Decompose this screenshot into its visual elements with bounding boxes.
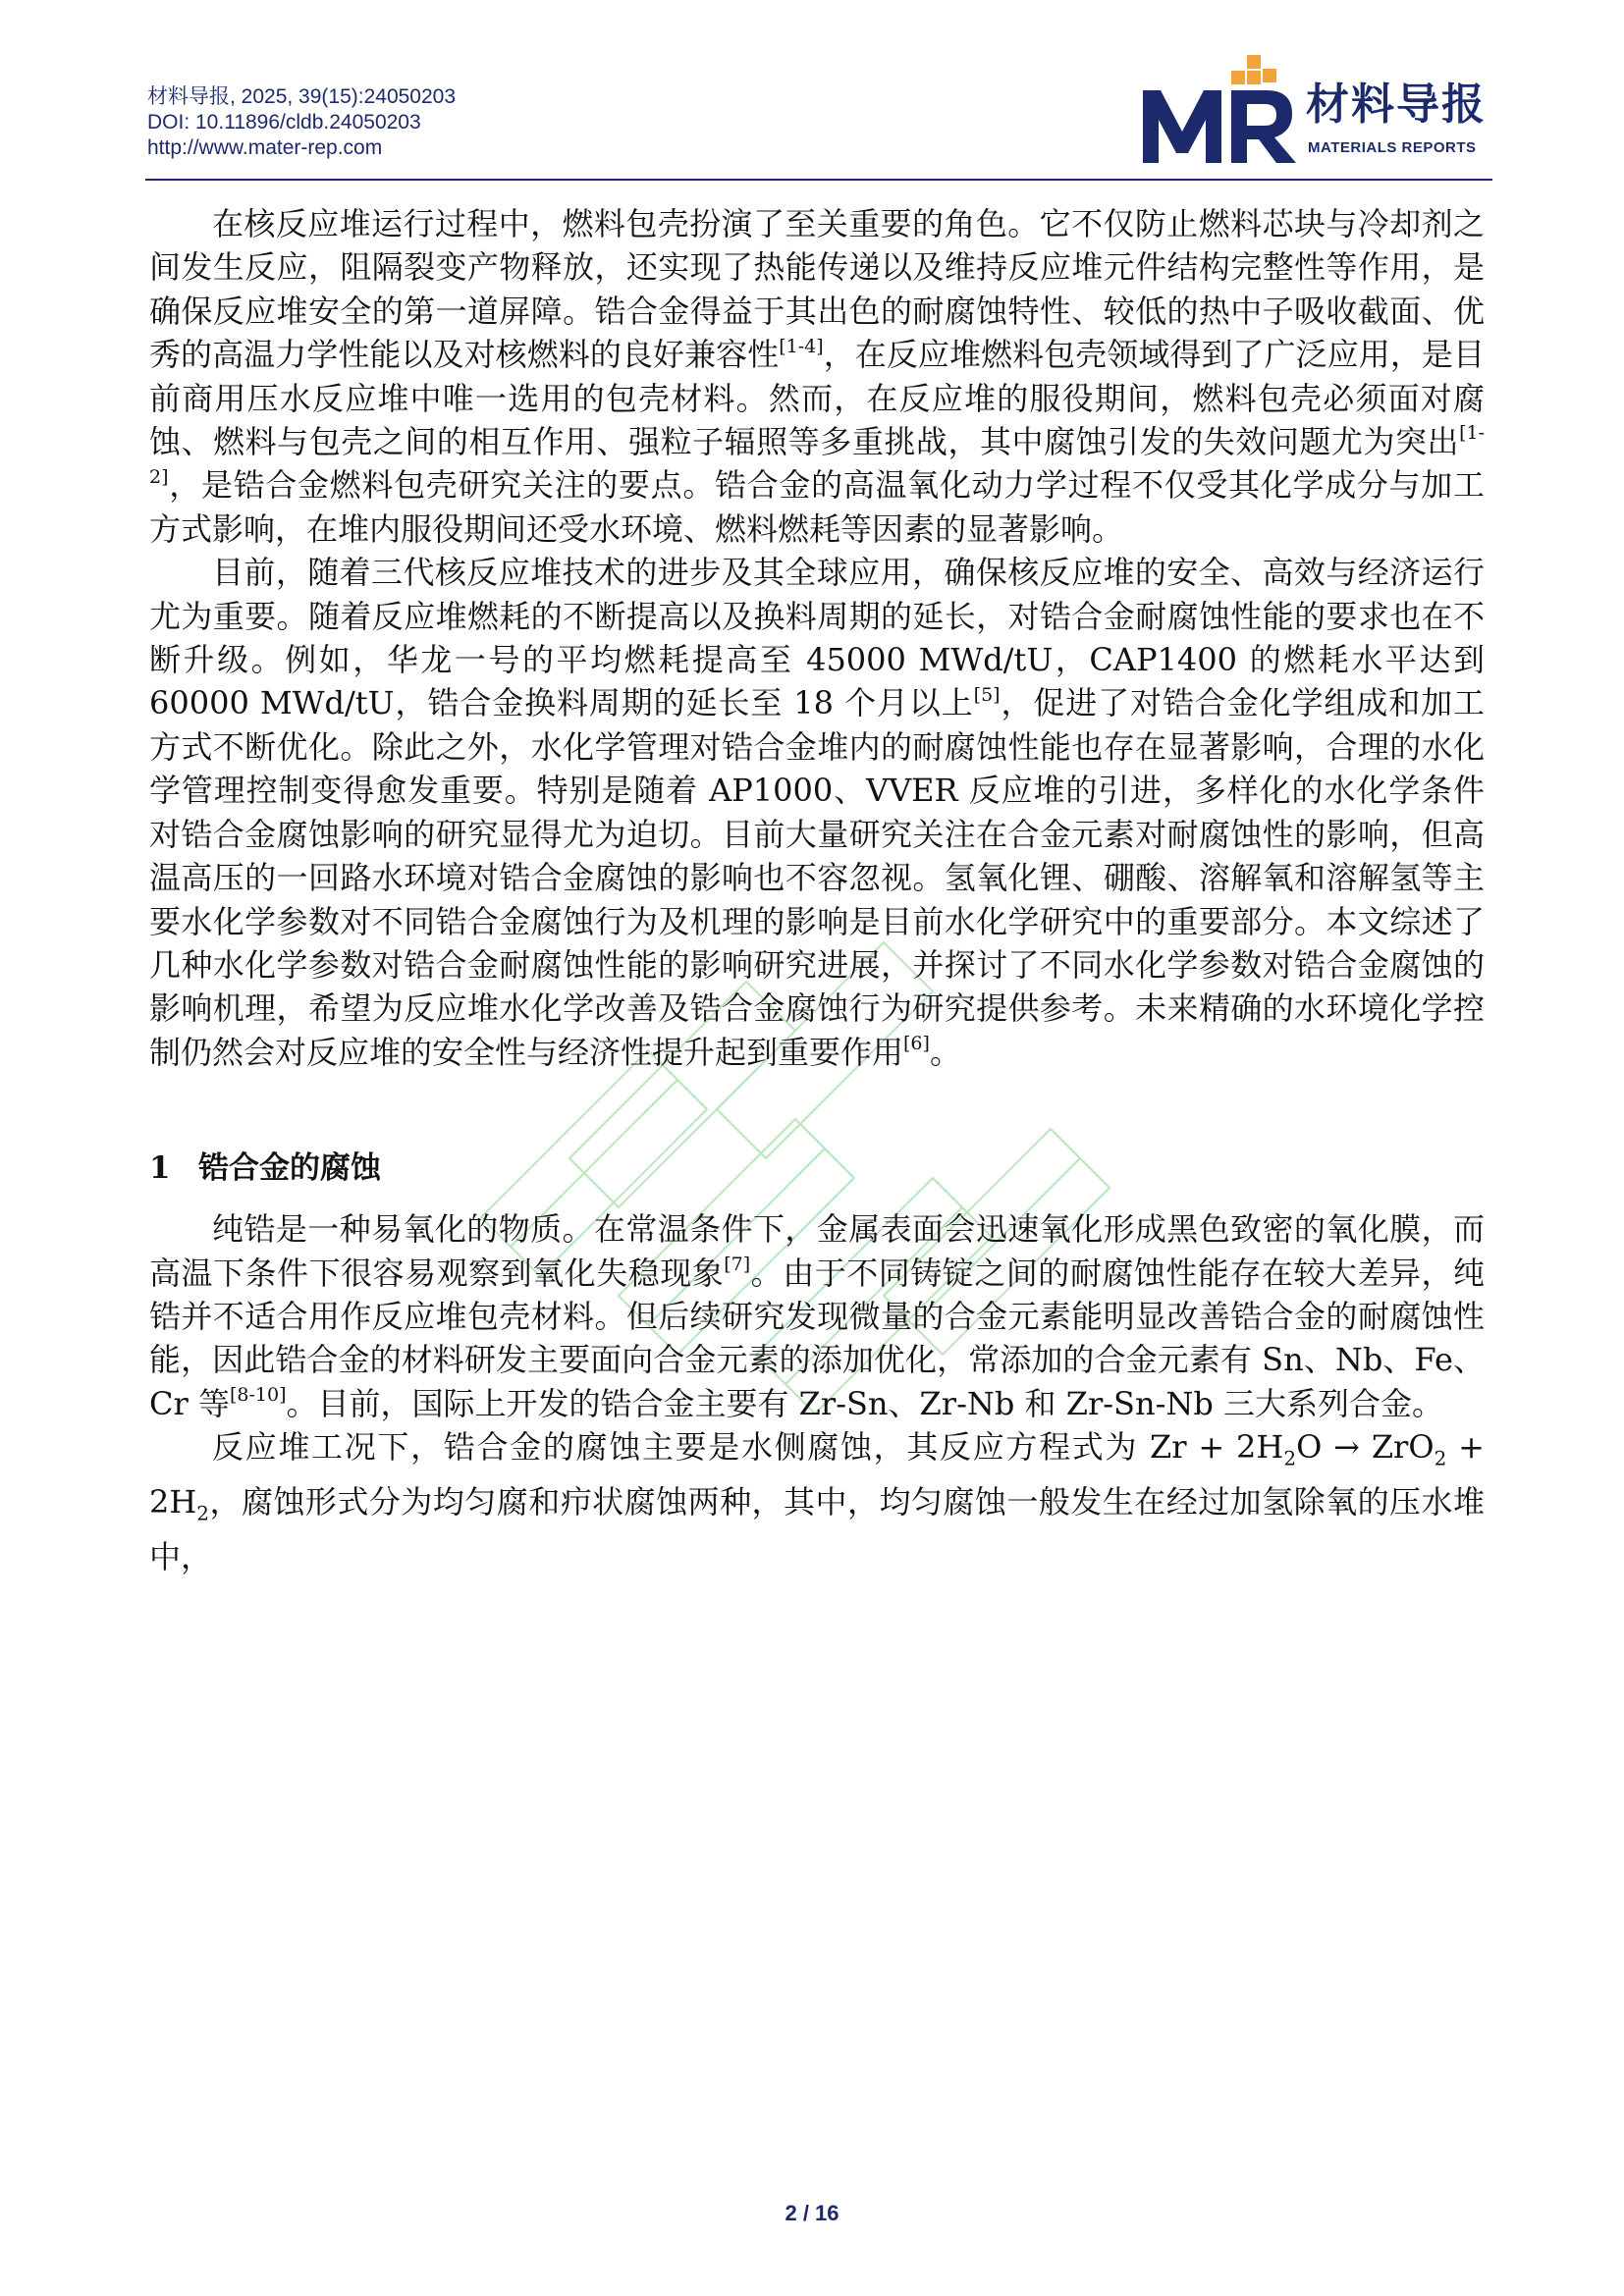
text-run: 目前，随着三代核反应堆技术的进步及其全球应用，确保核反应堆的安全、高效与经济运行尤为重要。随着反应堆燃耗的不断提高以及换料周期的延长，对锆合金耐腐蚀性能的要求也在不断升级。例如，华龙一号的平均燃耗提高至 45000 MWd/tU，CAP1400 的燃耗水平达到 60000 MWd/tU，锆合金换料周期的延长至 18 个月以上	[149, 554, 1485, 722]
text-run: 在核反应堆运行过程中，燃料包壳扮演了至关重要的角色。它不仅防止燃料芯块与冷却剂之间发生反应，阻隔裂变产物释放，还实现了热能传递以及维持反应堆元件结构完整性等作用，是确保反应堆安全的第一道屏障。锆合金得益于其出色的耐腐蚀特性、较低的热中子吸收截面、优秀的高温力学性能以及对核燃料的良好兼容性	[149, 205, 1485, 374]
citation-ref[interactable]: [1-2]	[149, 422, 1485, 488]
equation-text: O → ZrO	[1296, 1428, 1435, 1467]
section-heading	[149, 1147, 1485, 1190]
mr-logo-icon	[1139, 55, 1306, 173]
subscript: 2	[1283, 1446, 1297, 1470]
text-run: 纯锆是一种易氧化的物质。在常温条件下，金属表面会迅速氧化形成黑色致密的氧化膜，而高温下条件下很容易观察到氧化失稳现象	[149, 1210, 1485, 1292]
paragraph	[149, 202, 1485, 551]
text-run: ，在反应堆燃料包壳领域得到了广泛应用，是目前商用压水反应堆中唯一选用的包壳材料。然而，在反应堆的服役期间，燃料包壳必须面对腐蚀、燃料与包壳之间的相互作用、强粒子辐照等多重挑战，其中腐蚀引发的失效问题尤为突出	[149, 336, 1485, 461]
citation-ref[interactable]: [8-10]	[229, 1384, 287, 1407]
doi-link[interactable]: DOI: 10.11896/cldb.24050203	[147, 111, 421, 133]
page-number: 2 / 16	[785, 2201, 839, 2225]
paragraph	[149, 1207, 1485, 1425]
citation-ref[interactable]: [5]	[973, 683, 1001, 706]
text-run: ，促进了对锆合金化学组成和加工方式不断优化。除此之外，水化学管理对锆合金堆内的耐腐蚀性能也存在显著影响，合理的水化学管理控制变得愈发重要。特别是随着 AP1000、VVER 反应堆的引进，多样化的水化学条件对锆合金腐蚀影响的研究显得尤为迫切。目前大量研究关注在合金元素对耐腐蚀性的影响，但高温高压的一回路水环境对锆合金腐蚀的影响也不容忽视。氢氧化锂、硼酸、溶解氧和溶解氢等主要水化学参数对不同锆合金腐蚀行为及机理的影响是目前水化学研究中的重要部分。本文综述了几种水化学参数对锆合金耐腐蚀性能的影响研究进展，并探讨了不同水化学参数对锆合金腐蚀的影响机理，希望为反应堆水化学改善及锆合金腐蚀行为研究提供参考。未来精确的水环境化学控制仍然会对反应堆的安全性与经济性提升起到重要作用	[149, 684, 1485, 1071]
journal-citation: 材料导报, 2025, 39(15):24050203	[147, 85, 457, 108]
paragraph	[149, 551, 1485, 1074]
text-run: 。由于不同铸锭之间的耐腐蚀性能存在较大差异，纯锆并不适合用作反应堆包壳材料。但后续研究发现微量的合金元素能明显改善锆合金的耐腐蚀性能，因此锆合金的材料研发主要面向合金元素的添加优化，常添加的合金元素有 Sn、Nb、Fe、Cr 等	[149, 1254, 1485, 1422]
text-run: ，是锆合金燃料包壳研究关注的要点。锆合金的高温氧化动力学过程不仅受其化学成分与加工方式影响，在堆内服役期间还受水环境、燃料燃耗等因素的显著影响。	[149, 466, 1485, 548]
paragraph	[149, 1425, 1485, 1578]
text-run: 。目前，国际上开发的锆合金主要有 Zr-Sn、Zr-Nb 和 Zr-Sn-Nb 三大系列合金。	[286, 1384, 1444, 1422]
text-run: ，腐蚀形式分为均匀腐和疖状腐蚀两种，其中，均匀腐蚀一般发生在经过加氢除氧的压水堆中，	[149, 1482, 1485, 1575]
text-run: 。	[929, 1033, 961, 1071]
logo-text-en: MATERIALS REPORTS	[1308, 139, 1477, 156]
logo-text-cn: 材料导报	[1306, 80, 1487, 130]
equation-text: 反应堆工况下，锆合金的腐蚀主要是水侧腐蚀，其反应方程式为 Zr + 2H	[212, 1428, 1284, 1467]
section-number: 1	[149, 1150, 171, 1187]
website-link[interactable]: http://www.mater-rep.com	[147, 136, 383, 159]
equation-text: + 2H	[149, 1428, 1485, 1521]
article-body	[149, 202, 1485, 1578]
journal-logo	[1139, 55, 1492, 173]
citation-ref[interactable]: [1-4]	[779, 335, 824, 357]
citation-ref[interactable]: [6]	[903, 1033, 930, 1055]
citation-ref[interactable]: [7]	[724, 1253, 751, 1275]
section-title: 锆合金的腐蚀	[198, 1150, 381, 1187]
subscript: 2	[196, 1501, 209, 1525]
article-meta	[147, 84, 456, 161]
subscript: 2	[1434, 1446, 1447, 1470]
header-divider	[145, 179, 1492, 181]
